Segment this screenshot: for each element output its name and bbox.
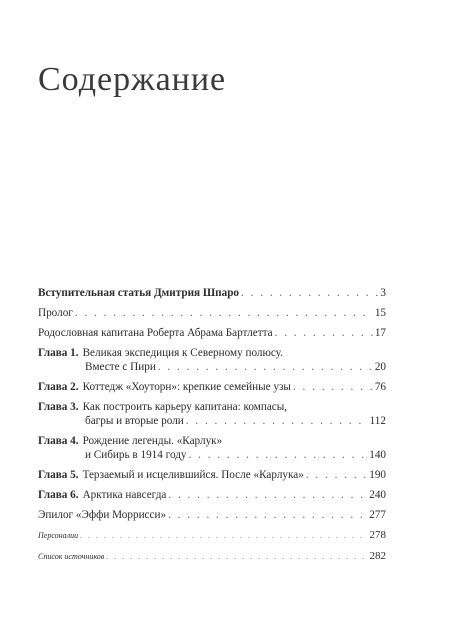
toc-page-number: 282 xyxy=(369,550,386,562)
toc-page-number: 76 xyxy=(374,381,386,393)
toc-page-number: 3 xyxy=(380,287,386,299)
chapter-label: Глава 5. xyxy=(38,469,79,481)
toc-entry-genealogy[interactable] xyxy=(38,326,386,340)
toc-entry-sources[interactable] xyxy=(38,549,386,564)
toc-entry-title: Великая экспедиция к Северному полюсу. xyxy=(82,347,283,359)
toc-entry-chapter-4[interactable] xyxy=(38,434,386,462)
toc-entry-persons[interactable] xyxy=(38,528,386,543)
toc-entry-chapter-2[interactable] xyxy=(38,380,386,394)
toc-leader-dots xyxy=(168,508,367,522)
toc-entry-title: Терзаемый и исцелившийся. После «Карлука» xyxy=(82,469,304,481)
toc-leader-dots xyxy=(75,306,373,320)
page-title: Содержание xyxy=(38,60,227,98)
table-of-contents xyxy=(38,286,386,564)
toc-leader-dots xyxy=(158,360,373,374)
toc-entry-title: Родословная капитана Роберта Абрама Бартлетта xyxy=(38,327,273,339)
toc-entry-title: Вступительная статья Дмитрия Шпаро xyxy=(38,287,240,299)
toc-entry-title: Как построить карьеру капитана: компасы, xyxy=(82,401,288,413)
toc-page-number: 277 xyxy=(369,509,386,521)
toc-page-number: 140 xyxy=(369,449,386,461)
toc-page-number: 17 xyxy=(374,327,386,339)
toc-leader-dots xyxy=(275,326,373,340)
toc-entry-epilogue[interactable] xyxy=(38,508,386,522)
toc-entry-chapter-5[interactable] xyxy=(38,468,386,482)
toc-page-number: 278 xyxy=(369,529,386,541)
toc-entry-title: Эпилог «Эффи Моррисси» xyxy=(38,509,167,521)
toc-entry-title-cont: Вместе с Пири xyxy=(85,361,156,373)
toc-leader-dots xyxy=(241,286,378,300)
toc-entry-title: Коттедж «Хоуторн»: крепкие семейные узы xyxy=(82,381,291,393)
toc-leader-dots xyxy=(189,448,368,462)
toc-leader-dots xyxy=(168,488,367,502)
toc-leader-dots xyxy=(80,529,367,543)
toc-page-number: 15 xyxy=(374,307,386,319)
toc-page-number: 112 xyxy=(369,415,386,427)
toc-entry-title: Пролог xyxy=(38,307,73,319)
chapter-label: Глава 1. xyxy=(38,347,79,359)
toc-page-number: 240 xyxy=(369,489,386,501)
toc-page-number: 20 xyxy=(374,361,386,373)
chapter-label: Глава 6. xyxy=(38,489,79,501)
toc-leader-dots xyxy=(106,550,367,564)
toc-entry-prologue[interactable] xyxy=(38,306,386,320)
toc-entry-chapter-6[interactable] xyxy=(38,488,386,502)
toc-entry-title: Список источников xyxy=(38,552,105,561)
toc-entry-intro[interactable] xyxy=(38,286,386,300)
toc-leader-dots xyxy=(293,380,373,394)
toc-entry-title: Рождение легенды. «Карлук» xyxy=(82,435,223,447)
toc-entry-title: Арктика навсегда xyxy=(82,489,167,501)
toc-entry-title-cont: и Сибирь в 1914 году xyxy=(85,449,187,461)
chapter-label: Глава 2. xyxy=(38,381,79,393)
toc-leader-dots xyxy=(306,468,367,482)
toc-entry-chapter-1[interactable] xyxy=(38,346,386,374)
toc-entry-title-cont: багры и вторые роли xyxy=(85,415,184,427)
toc-entry-title: Персоналии xyxy=(38,531,79,540)
chapter-label: Глава 4. xyxy=(38,435,79,447)
toc-page-number: 190 xyxy=(369,469,386,481)
chapter-label: Глава 3. xyxy=(38,401,79,413)
toc-leader-dots xyxy=(186,414,368,428)
toc-entry-chapter-3[interactable] xyxy=(38,400,386,428)
